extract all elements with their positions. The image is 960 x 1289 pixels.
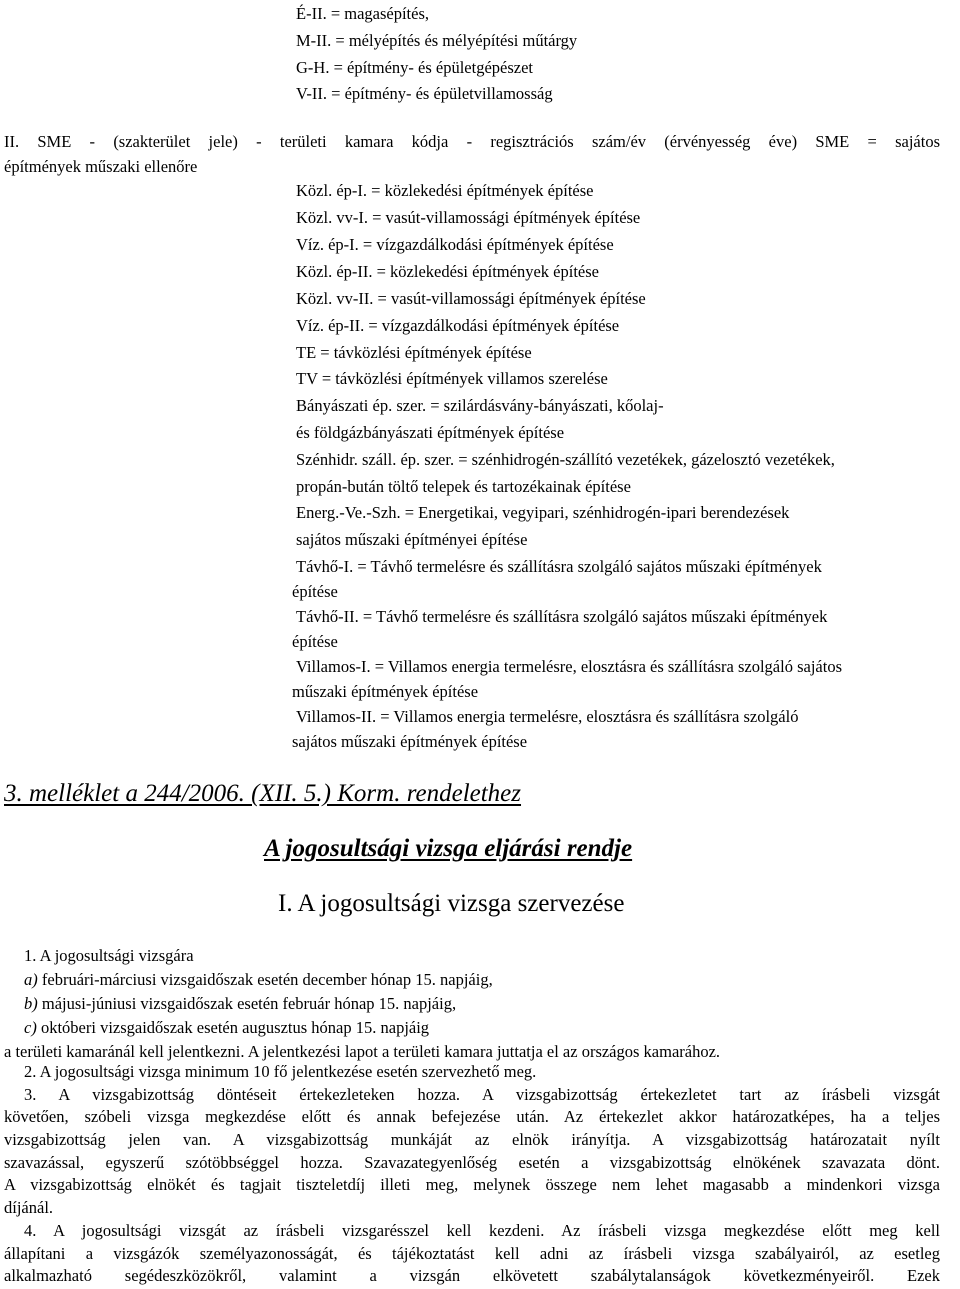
item-letter: a) bbox=[24, 970, 38, 989]
annex-heading: 3. melléklet a 244/2006. (XII. 5.) Korm. rendelethez bbox=[4, 780, 522, 807]
sme-item: Szénhidr. száll. ép. szer. = szénhidrogén-szállító vezetékek, gázelosztó vezetékek, bbox=[296, 450, 835, 469]
abbrev-line-2: M-II. = mélyépítés és mélyépítési műtárgy bbox=[296, 31, 578, 50]
document-title: A jogosultsági vizsga eljárási rendje bbox=[264, 835, 633, 862]
sme-item: Közl. vv-II. = vasút-villamossági építmények építése bbox=[296, 289, 646, 308]
sme-item: Távhő-I. = Távhő termelésre és szállításra szolgáló sajátos műszaki építmények bbox=[296, 557, 822, 576]
sme-item: építése bbox=[292, 632, 338, 651]
point-1-item-b bbox=[24, 994, 456, 1014]
item-letter: c) bbox=[24, 1018, 37, 1037]
sme-intro-line-1: II. SME - (szakterület jele) - területi kamara kódja - regisztrációs szám/év (érvényesség éve) SME = sajátos bbox=[4, 132, 940, 151]
point-4-line-2: állapítani a vizsgázók személyazonosságát, és tájékoztatást kell adni az írásbeli vizsga szabályairól, az esetleg bbox=[4, 1244, 940, 1263]
point-3-line-1: 3. A vizsgabizottság döntéseit értekezleteken hozza. A vizsgabizottság értekezletet tart az írásbeli vizsgát bbox=[24, 1085, 940, 1104]
sme-item: TV = távközlési építmények villamos szerelése bbox=[296, 369, 608, 388]
item-text: februári-márciusi vizsgaidőszak esetén december hónap 15. napjáig, bbox=[37, 970, 493, 989]
sme-item: Víz. ép-I. = vízgazdálkodási építmények építése bbox=[296, 235, 614, 254]
point-1-item-a bbox=[24, 970, 493, 990]
sme-item: Villamos-I. = Villamos energia termelésre, elosztásra és szállításra szolgáló sajátos bbox=[296, 657, 842, 676]
item-letter: b) bbox=[24, 994, 38, 1013]
sme-item: Villamos-II. = Villamos energia termelésre, elosztásra és szállításra szolgáló bbox=[296, 707, 799, 726]
point-4-line-1: 4. A jogosultsági vizsgát az írásbeli vizsgarésszel kell kezdeni. Az írásbeli vizsga megkezdése előtt meg kell bbox=[24, 1221, 940, 1240]
point-3-line-4: szavazással, egyszerű szótöbbséggel hozza. Szavazategyenlőség esetén a vizsgabizottság elnökének szavazata dönt. bbox=[4, 1153, 940, 1172]
point-3-line-5: A vizsgabizottság elnökét és tagjait tiszteletdíj illeti meg, melynek összege nem lehet magasabb a mindenkori vizsga bbox=[4, 1175, 940, 1194]
sme-item: sajátos műszaki építményei építése bbox=[296, 530, 528, 549]
sme-item: Közl. ép-II. = közlekedési építmények építése bbox=[296, 262, 599, 281]
abbrev-line-1: É-II. = magasépítés, bbox=[296, 4, 430, 23]
sme-intro-line-2: építmények műszaki ellenőre bbox=[4, 157, 198, 176]
abbrev-line-3: G-H. = építmény- és épületgépészet bbox=[296, 58, 534, 77]
point-1-end: a területi kamaránál kell jelentkezni. A jelentkezési lapot a területi kamara juttatja el az országos kamarához. bbox=[4, 1042, 721, 1061]
section-title: I. A jogosultsági vizsga szervezése bbox=[278, 890, 625, 917]
sme-item: Távhő-II. = Távhő termelésre és szállításra szolgáló sajátos műszaki építmények bbox=[296, 607, 828, 626]
point-1-item-c bbox=[24, 1018, 429, 1038]
abbrev-line-4: V-II. = építmény- és épületvillamosság bbox=[296, 84, 553, 103]
sme-item: Víz. ép-II. = vízgazdálkodási építmények építése bbox=[296, 316, 620, 335]
sme-item: sajátos műszaki építmények építése bbox=[292, 732, 528, 751]
item-text: májusi-júniusi vizsgaidőszak esetén február hónap 15. napjáig, bbox=[37, 994, 457, 1013]
sme-item: propán-bután töltő telepek és tartozékainak építése bbox=[296, 477, 631, 496]
point-3-line-6: díjánál. bbox=[4, 1198, 54, 1217]
item-text: októberi vizsgaidőszak esetén augusztus hónap 15. napjáig bbox=[36, 1018, 430, 1037]
sme-item: műszaki építmények építése bbox=[292, 682, 479, 701]
sme-item: és földgázbányászati építmények építése bbox=[296, 423, 565, 442]
point-4-line-3: alkalmazható segédeszközökről, valamint a vizsgán elkövetett szabálytalanságok következményeiről. Ezek bbox=[4, 1266, 940, 1285]
sme-item: Közl. ép-I. = közlekedési építmények építése bbox=[296, 181, 594, 200]
sme-item: Közl. vv-I. = vasút-villamossági építmények építése bbox=[296, 208, 641, 227]
point-3-line-3: vizsgabizottság jelen van. A vizsgabizottság munkáját az elnök irányítja. A vizsgabizottság határozatait nyílt bbox=[4, 1130, 940, 1149]
point-3-line-2: követően, szóbeli vizsga megkezdése előtt és annak befejezése után. Az értekezlet akkor határozatképes, ha a teljes bbox=[4, 1107, 940, 1126]
sme-item: építése bbox=[292, 582, 338, 601]
point-1-intro: 1. A jogosultsági vizsgára bbox=[24, 946, 194, 965]
sme-item: Energ.-Ve.-Szh. = Energetikai, vegyipari, szénhidrogén-ipari berendezések bbox=[296, 503, 790, 522]
sme-item: Bányászati ép. szer. = szilárdásvány-bányászati, kőolaj- bbox=[296, 396, 664, 415]
sme-item: TE = távközlési építmények építése bbox=[296, 343, 532, 362]
point-2: 2. A jogosultsági vizsga minimum 10 fő jelentkezése esetén szervezhető meg. bbox=[24, 1062, 537, 1081]
